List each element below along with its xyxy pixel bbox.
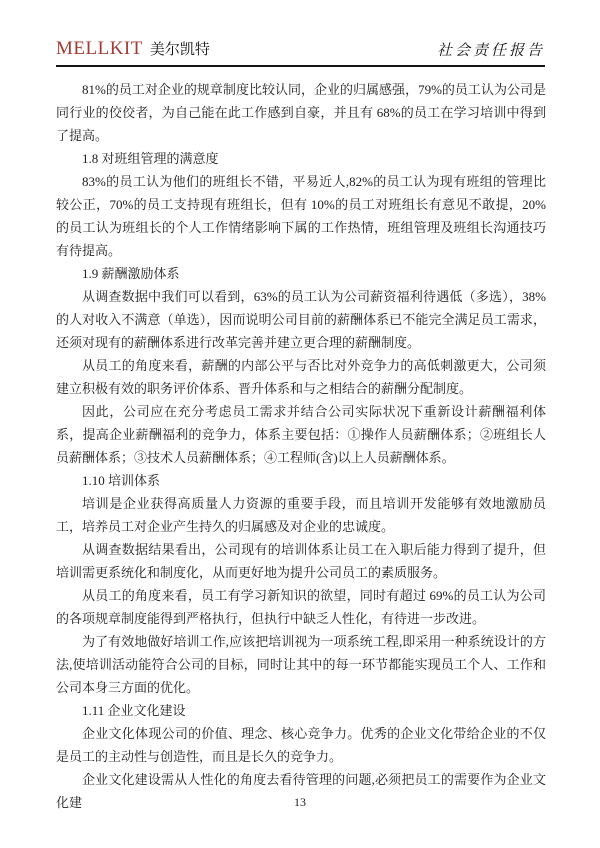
paragraph-salary-system-design: 因此，公司应在充分考虑员工需求并结合公司实际状况下重新设计薪酬福利体系，提高企业薪酬福利的竞争力，体系主要包括：①操作人员薪酬体系；②班组长人员薪酬体系；③技术人员薪酬体系；④工程师(含)以上人员薪酬体系。 bbox=[56, 404, 546, 465]
paragraph-training-employee-view: 从员工的角度来看，员工有学习新知识的欲望，同时有超过 69%的员工认为公司的各项规章制度能得到严格执行，但执行中缺乏人性化，有待进一步改进。 bbox=[56, 588, 546, 626]
document-body bbox=[56, 78, 546, 814]
paragraph-training-importance: 培训是企业获得高质量人力资源的重要手段，而且培训开发能够有效地激励员工，培养员工对企业产生持久的归属感及对企业的忠诚度。 bbox=[56, 496, 546, 534]
paragraph-salary-fairness: 从员工的角度来看，薪酬的内部公平与否比对外竞争力的高低刺激更大，公司须建立积极有效的职务评价体系、晋升体系和与之相结合的薪酬分配制度。 bbox=[56, 358, 546, 396]
page-footer bbox=[0, 795, 600, 810]
report-title: 社会责任报告 bbox=[436, 43, 545, 59]
paragraph-team-management: 83%的员工认为他们的班组长不错，平易近人,82%的员工认为现有班组的管理比较公正，70%的员工支持现有班组长，但有 10%的员工对班组长有意见不敢提，20%的员工认为班组长的个人工作情绪影响下属的工作热情，班组管理及班组长沟通技巧有待提高。 bbox=[56, 174, 546, 258]
paragraph-training-system-approach: 为了有效地做好培训工作,应该把培训视为一项系统工程,即采用一种系统设计的方法,使培训活动能符合公司的目标，同时让其中的每一环节都能实现员工个人、工作和公司本身三方面的优化。 bbox=[56, 634, 546, 695]
paragraph-intro: 81%的员工对企业的规章制度比较认同，企业的归属感强，79%的员工认为公司是同行业的佼佼者，为自己能在此工作感到自豪，并且有 68%的员工在学习培训中得到了提高。 bbox=[56, 82, 546, 143]
paragraph-culture-value: 企业文化体现公司的价值、理念、核心竞争力。优秀的企业文化带给企业的不仅是员工的主动性与创造性，而且是长久的竞争力。 bbox=[56, 726, 546, 764]
page-header bbox=[56, 38, 545, 67]
paragraph-training-survey: 从调查数据结果看出，公司现有的培训体系让员工在入职后能力得到了提升，但培训需更系统化和制度化，从而更好地为提升公司员工的素质服务。 bbox=[56, 542, 546, 580]
logo-wordmark: MELLKIT bbox=[56, 38, 143, 59]
section-heading-1-9: 1.9 薪酬激励体系 bbox=[82, 266, 180, 281]
logo-chinese-name: 美尔凯特 bbox=[149, 42, 210, 58]
company-logo bbox=[56, 38, 210, 60]
section-heading-1-8: 1.8 对班组管理的满意度 bbox=[82, 151, 219, 166]
section-heading-1-11: 1.11 企业文化建设 bbox=[82, 703, 186, 718]
section-heading-1-10: 1.10 培训体系 bbox=[82, 473, 161, 488]
page-number: 13 bbox=[294, 795, 306, 809]
paragraph-salary-survey: 从调查数据中我们可以看到，63%的员工认为公司薪资福利待遇低（多选），38%的人对收入不满意（单选），因而说明公司目前的薪酬体系已不能完全满足员工需求，还须对现有的薪酬体系进行改革完善并建立更合理的薪酬制度。 bbox=[56, 289, 546, 350]
paragraph-culture-humanized: 企业文化建设需从人性化的角度去看待管理的问题,必须把员工的需要作为企业文化建 bbox=[56, 772, 546, 810]
